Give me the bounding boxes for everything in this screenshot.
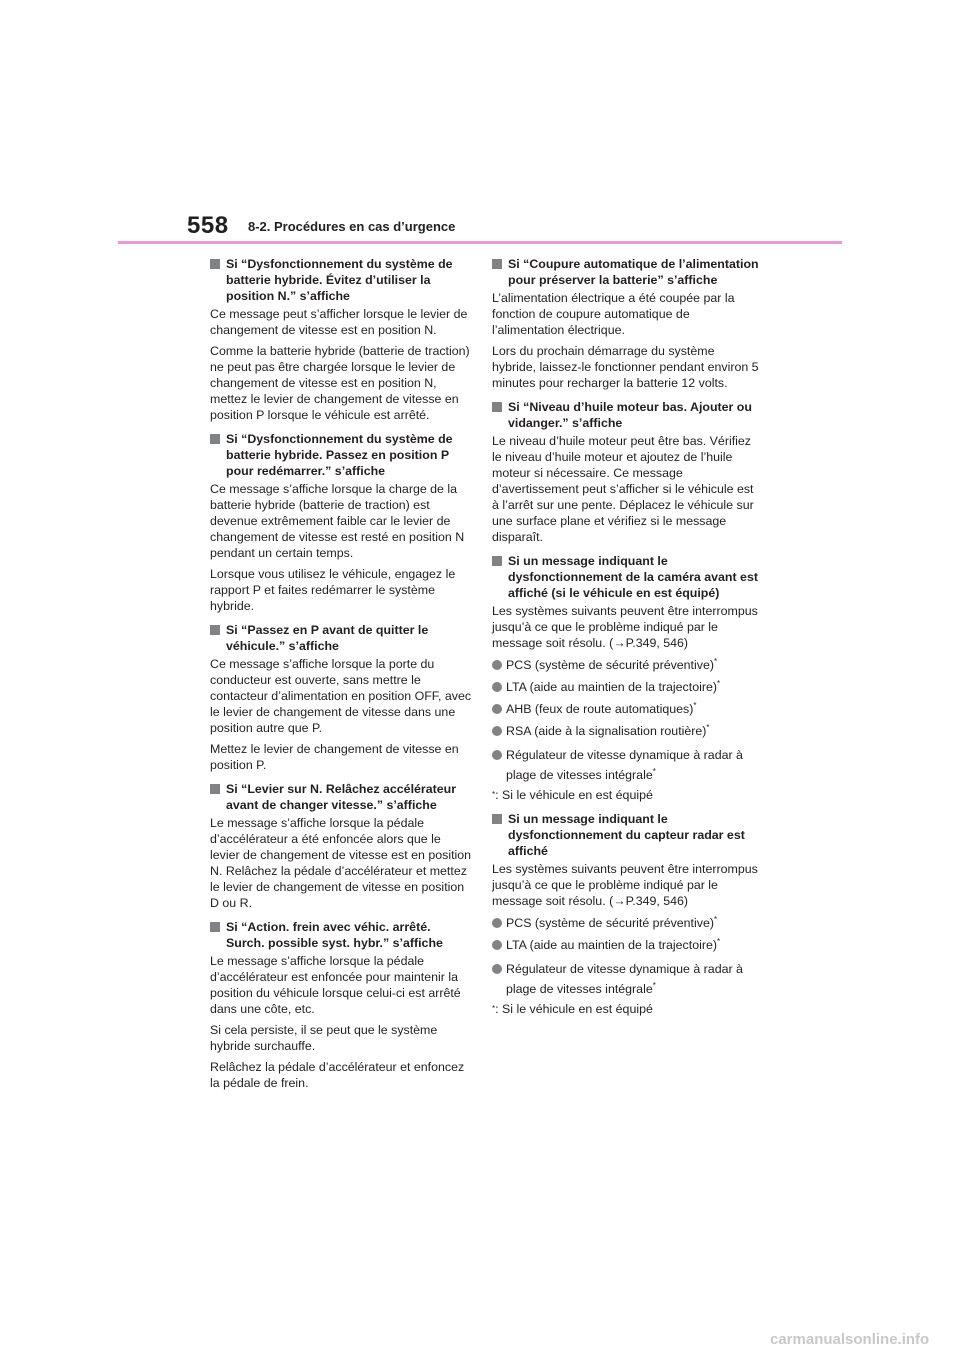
message-block (210, 622, 472, 773)
message-block (210, 781, 472, 911)
footnote: *: Si le véhicule en est équipé (492, 788, 653, 802)
paragraph: Le message s’affiche lorsque la pédale d’accélérateur est enfoncée pour maintenir la position du véhicule lorsque celui-ci est arrêté dans une côte, etc. (210, 954, 461, 1016)
paragraph: Ce message s’affiche lorsque la porte du conducteur est ouverte, sans mettre le contacteur d’alimentation en position OFF, avec le levier de changement de vitesse dans une position autre que P. (210, 657, 472, 735)
message-block (492, 256, 760, 391)
footnote-marker: * (706, 722, 710, 732)
message-heading: Si un message indiquant le dysfonctionnement du capteur radar est affiché (492, 811, 760, 859)
round-bullet-icon (492, 726, 502, 736)
header-rule (118, 241, 842, 244)
round-bullet-icon (492, 964, 502, 974)
left-column (210, 256, 472, 1099)
square-bullet-icon (210, 784, 220, 794)
message-heading: Si “Dysfonctionnement du système de batterie hybride. Passez en position P pour redémarrer.” s’affiche (210, 431, 472, 479)
paragraph: Relâchez la pédale d’accélérateur et enfoncez la pédale de frein. (210, 1060, 465, 1090)
square-bullet-icon (210, 434, 220, 444)
list-item: Régulateur de vitesse dynamique à radar à plage de vitesses intégrale* (492, 745, 760, 785)
list-item: Régulateur de vitesse dynamique à radar à plage de vitesses intégrale* (492, 959, 760, 999)
footnote-marker: * (693, 700, 697, 710)
paragraph: Les systèmes suivants peuvent être interrompus jusqu’à ce que le problème indiqué par le message soit résolu. (→P.349, 546) (492, 604, 758, 650)
footnote-marker: * (652, 980, 656, 990)
paragraph: Les systèmes suivants peuvent être interrompus jusqu’à ce que le problème indiqué par le message soit résolu. (→P.349, 546) (492, 862, 758, 908)
message-block (210, 919, 472, 1091)
page-number: 558 (187, 212, 229, 239)
round-bullet-icon (492, 704, 502, 714)
message-block (210, 256, 472, 423)
square-bullet-icon (492, 402, 502, 412)
round-bullet-icon (492, 750, 502, 760)
list-item: RSA (aide à la signalisation routière)* (492, 723, 760, 739)
paragraph: Mettez le levier de changement de vitesse en position P. (210, 742, 459, 772)
footnote-marker: * (652, 766, 656, 776)
list-item: PCS (système de sécurité préventive)* (492, 657, 760, 673)
paragraph: Le message s’affiche lorsque la pédale d’accélérateur a été enfoncée alors que le levier de changement de vitesse est en position N. Relâchez la pédale d’accélérateur et mettez le levier de changement de vitesse en position D ou R. (210, 816, 472, 910)
list-item: LTA (aide au maintien de la trajectoire)* (492, 937, 760, 953)
round-bullet-icon (492, 682, 502, 692)
footnote-marker: * (713, 914, 718, 924)
square-bullet-icon (492, 259, 502, 269)
square-bullet-icon (210, 625, 220, 635)
paragraph: Ce message s’affiche lorsque la charge de la batterie hybride (batterie de traction) est devenue extrêmement faible car le levier de changement de vitesse est resté en position N pendant un certain temps. (210, 482, 465, 560)
round-bullet-icon (492, 918, 502, 928)
message-heading: Si “Levier sur N. Relâchez accélérateur avant de changer vitesse.” s’affiche (210, 781, 472, 813)
message-block (492, 399, 760, 545)
message-heading: Si “Coupure automatique de l’alimentation pour préserver la batterie” s’affiche (492, 256, 760, 288)
round-bullet-icon (492, 940, 502, 950)
square-bullet-icon (210, 259, 220, 269)
paragraph: Lorsque vous utilisez le véhicule, engagez le rapport P et faites redémarrer le système hybride. (210, 567, 456, 613)
square-bullet-icon (210, 922, 220, 932)
message-block (492, 811, 760, 1017)
footnote-marker: * (716, 936, 721, 946)
list-item: LTA (aide au maintien de la trajectoire)* (492, 679, 760, 695)
paragraph: Si cela persiste, il se peut que le système hybride surchauffe. (210, 1023, 438, 1053)
round-bullet-icon (492, 660, 502, 670)
list-item: AHB (feux de route automatiques)* (492, 701, 760, 717)
paragraph: Lors du prochain démarrage du système hybride, laissez-le fonctionner pendant environ 5 minutes pour recharger la batterie 12 volts. (492, 344, 759, 390)
right-column (492, 256, 760, 1025)
message-heading: Si “Passez en P avant de quitter le véhicule.” s’affiche (210, 622, 472, 654)
message-block (492, 553, 760, 803)
paragraph: Comme la batterie hybride (batterie de traction) ne peut pas être chargée lorsque le levier de changement de vitesse est en position N, mettez le levier de changement de vitesse en position P lorsque le véhicule est arrêté. (210, 344, 470, 422)
square-bullet-icon (492, 814, 502, 824)
footnote-marker: * (713, 656, 718, 666)
watermark: carmanualsonline.info (770, 1331, 930, 1348)
message-heading: Si “Action. frein avec véhic. arrêté. Surch. possible syst. hybr.” s’affiche (210, 919, 472, 951)
footnote-marker: * (716, 678, 721, 688)
message-block (210, 431, 472, 614)
paragraph: L’alimentation électrique a été coupée par la fonction de coupure automatique de l’alimentation électrique. (492, 291, 735, 337)
message-heading: Si un message indiquant le dysfonctionnement de la caméra avant est affiché (si le véhicule en est équipé) (492, 553, 760, 601)
list-item: PCS (système de sécurité préventive)* (492, 915, 760, 931)
square-bullet-icon (492, 556, 502, 566)
message-heading: Si “Dysfonctionnement du système de batterie hybride. Évitez d’utiliser la position N.” s’affiche (210, 256, 472, 304)
section-title: 8-2. Procédures en cas d’urgence (248, 219, 456, 234)
message-heading: Si “Niveau d’huile moteur bas. Ajouter ou vidanger.” s’affiche (492, 399, 760, 431)
paragraph: Ce message peut s’afficher lorsque le levier de changement de vitesse est en position N. (210, 307, 468, 337)
paragraph: Le niveau d’huile moteur peut être bas. Vérifiez le niveau d’huile moteur et ajoutez de l’huile moteur si nécessaire. Ce message d’avertissement peut s’afficher si le véhicule est à l’arrêt sur une pente. Déplacez le véhicule sur une surface plane et vérifiez si le message disparaît. (492, 434, 754, 544)
footnote: *: Si le véhicule en est équipé (492, 1002, 653, 1016)
